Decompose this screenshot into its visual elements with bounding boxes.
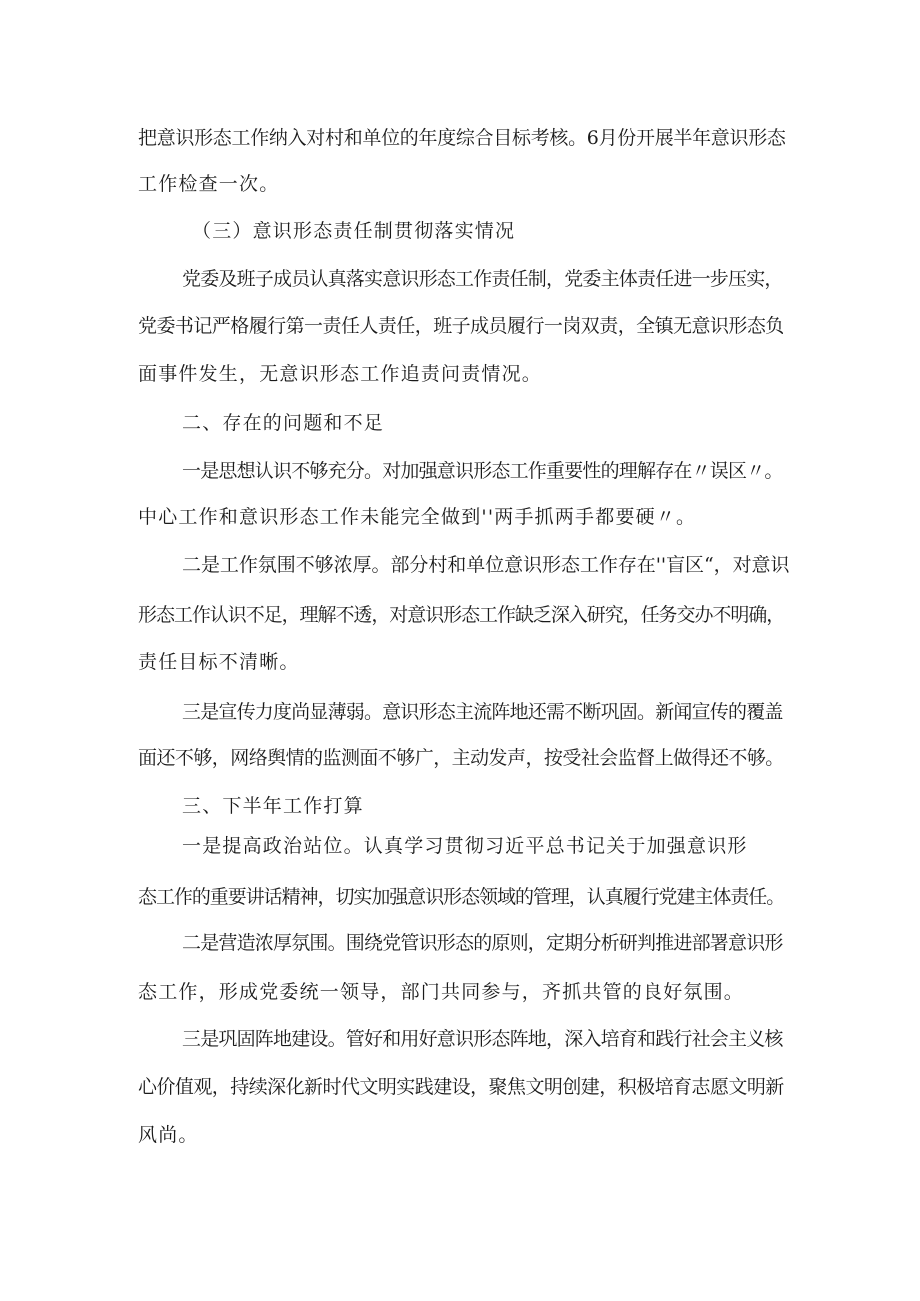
paragraph-line: 中心工作和意识形态工作未能完全做到''两手抓两手都要硬〃。 — [138, 506, 697, 528]
paragraph-line: 心价值观，持续深化新时代文明实践建设，聚焦文明创建，积极培育志愿文明新 — [138, 1076, 784, 1098]
section-heading: 三、下半年工作打算 — [182, 795, 364, 817]
paragraph-line: 党委及班子成员认真落实意识形态工作责任制，党委主体责任进一步压实， — [182, 268, 783, 290]
paragraph-line: 三是宣传力度尚显薄弱。意识形态主流阵地还需不断巩固。新闻宣传的覆盖 — [182, 701, 783, 723]
paragraph-line: 党委书记严格履行第一责任人责任，班子成员履行一岗双责，全镇无意识形态负 — [138, 315, 784, 337]
section-subheading: （三）意识形态责任制贯彻落实情况 — [192, 220, 516, 242]
paragraph-line: 态工作的重要讲话精神，切实加强意识形态领域的管理，认真履行党建主体责任。 — [138, 886, 785, 908]
paragraph-line: 工作检查一次。 — [138, 173, 280, 195]
paragraph-line: 面还不够，网络舆情的监测面不够广，主动发声，按受社会监督上做得还不够。 — [138, 747, 784, 769]
paragraph-line: 二是工作氛围不够浓厚。部分村和单位意识形态工作存在''盲区“，对意识 — [182, 554, 790, 576]
paragraph-line: 三是巩固阵地建设。管好和用好意识形态阵地，深入培育和践行社会主义核 — [182, 1028, 783, 1050]
section-heading: 二、存在的问题和不足 — [182, 412, 385, 434]
paragraph-line: 面事件发生，无意识形态工作追责问责情况。 — [138, 363, 543, 385]
paragraph-line: 一是思想认识不够充分。对加强意识形态工作重要性的理解存在〃误区〃。 — [182, 460, 783, 482]
paragraph-line: 责任目标不清晰。 — [138, 651, 300, 673]
paragraph-line: 风尚。 — [138, 1124, 199, 1146]
paragraph-line: 态工作，形成党委统一领导，部门共同参与，齐抓共管的良好氛围。 — [138, 981, 745, 1003]
paragraph-line: 形态工作认识不足，理解不透，对意识形态工作缺乏深入研究，任务交办不明确， — [138, 604, 785, 626]
paragraph-line: 一是提高政治站位。认真学习贯彻习近平总书记关于加强意识形 — [182, 835, 748, 857]
paragraph-line: 把意识形态工作纳入对村和单位的年度综合目标考核。6月份开展半年意识形态 — [138, 127, 786, 149]
paragraph-line: 二是营造浓厚氛围。围绕党管识形态的原则，定期分析研判推进部署意识形 — [182, 932, 783, 954]
